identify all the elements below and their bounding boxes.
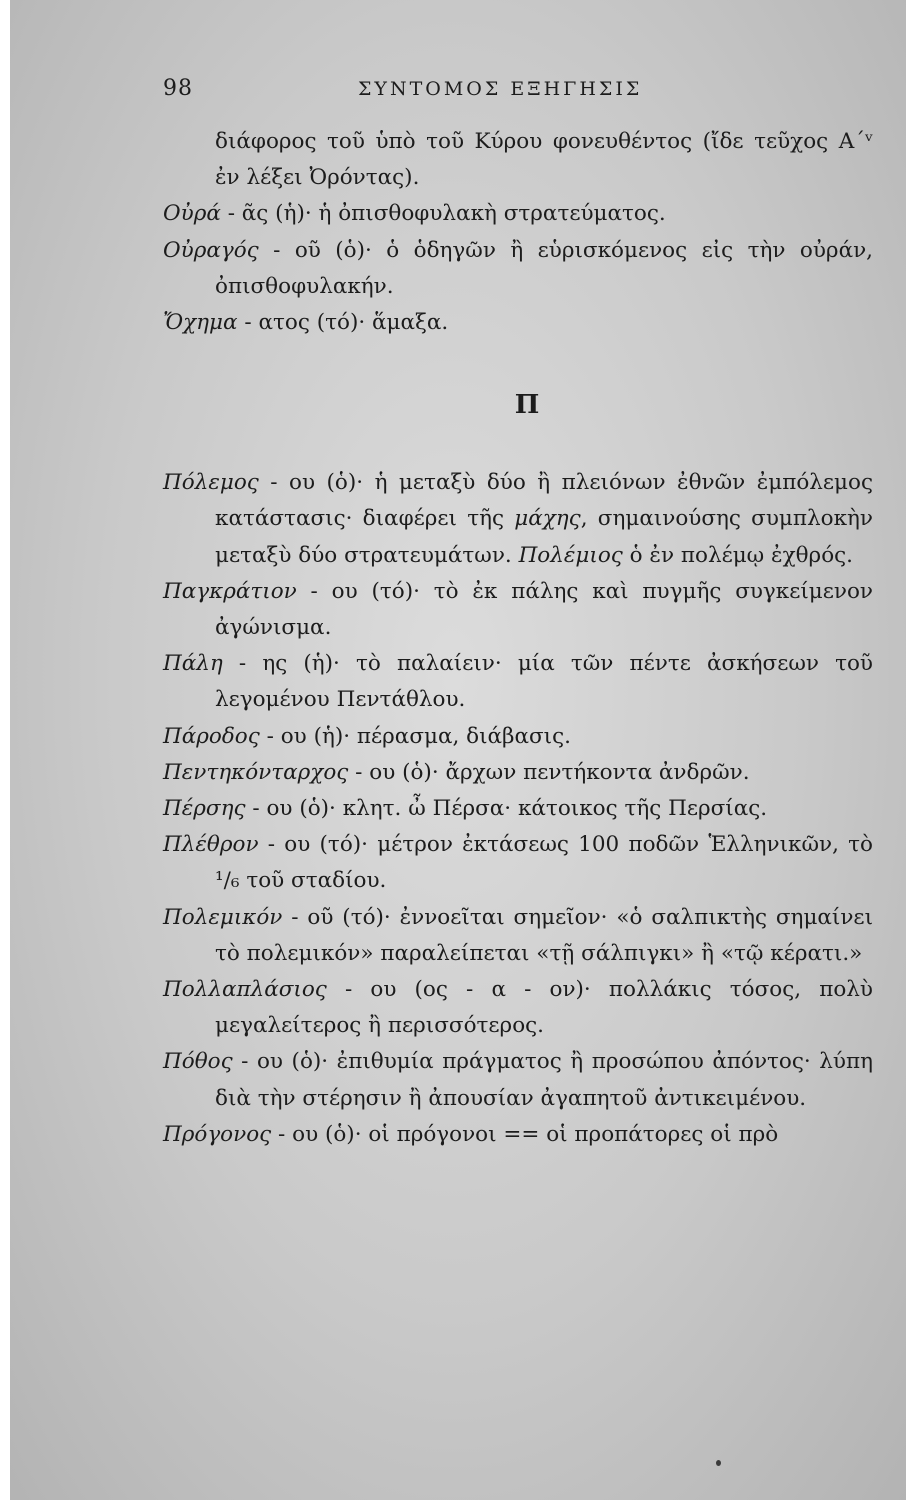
entry-definition: - ου (ὁ)· ἐπιθυμία πράγματος ἢ προσώπου ἀπόντος· λύπη διὰ τὴν στέρησιν ἢ ἀπουσίαν ἀγαπητοῦ ἀντικειμένου.: [215, 1049, 873, 1111]
glossary-entry: [163, 900, 873, 972]
italic-term: Πολέμιος: [518, 542, 623, 568]
glossary-entry: [163, 1044, 873, 1116]
entry-definition: - οῦ (τό)· ἐννοεῖται σημεῖον· «ὁ σαλπικτὴς σημαίνει τὸ πολεμικόν» παραλείπεται «τῇ σάλπιγκι» ἢ «τῷ κέρατι.»: [215, 904, 873, 966]
running-title: ΣΥΝΤΟΜΟΣ ΕΞΗΓΗΣΙΣ: [358, 78, 643, 100]
glossary-entry: [163, 465, 873, 574]
italic-term: μάχης: [514, 506, 581, 532]
section-letter: Π: [514, 390, 540, 421]
entry-definition: - ου (ὁ)· ἄρχων πεντήκοντα ἀνδρῶν.: [348, 759, 750, 785]
entry-definition: , σημαινούσης συμπλοκὴν μεταξὺ δύο στρατευμάτων.: [215, 506, 873, 568]
glossary-entry: [163, 972, 873, 1044]
page-edge: [0, 0, 10, 1500]
entry-headword: Πέρσης: [163, 796, 246, 822]
continued-entry-text: διάφορος τοῦ ὑπὸ τοῦ Κύρου φονευθέντος (ἴδε τεῦχος Α΄ᵛ ἐν λέξει Ὀρόντας).: [215, 129, 873, 191]
glossary-entry: [163, 196, 873, 232]
entry-headword: Πόλεμος: [163, 470, 259, 496]
entry-definition: - ου (ος - α - ον)· πολλάκις τόσος, πολὺ μεγαλείτερος ἢ περισσότερος.: [215, 977, 873, 1039]
glossary-entry: [163, 574, 873, 646]
glossary-entry: [163, 755, 873, 791]
entry-headword: Πολεμικόν: [163, 904, 283, 930]
entry-definition: - ου (ἡ)· πέρασμα, διάβασις.: [259, 723, 571, 749]
glossary-entry: [163, 646, 873, 718]
glossary-entry: [163, 233, 873, 305]
glossary-entry: [163, 791, 873, 827]
entry-headword: Οὐραγός: [163, 237, 259, 263]
entry-headword: Οὐρά: [163, 201, 221, 227]
entry-headword: Ὄχημα: [163, 310, 238, 336]
entry-definition: - ατος (τό)· ἅμαξα.: [237, 310, 449, 336]
running-head: [163, 76, 873, 106]
continued-entry: [163, 124, 873, 196]
entry-headword: Πρόγονος: [163, 1121, 272, 1147]
entry-definition: - ου (ὁ)· ἡ μεταξὺ δύο ἢ πλειόνων ἐθνῶν ἐμπόλεμος κατάστασις· διαφέρει τῆς: [215, 470, 873, 532]
entry-headword: Πολλαπλάσιος: [163, 977, 327, 1003]
glossary-entry: [163, 1117, 873, 1153]
entry-headword: Παγκράτιον: [163, 578, 297, 604]
entry-headword: Πεντηκόνταρχος: [163, 759, 349, 785]
entry-headword: Πόθος: [163, 1049, 233, 1075]
entry-definition: - οῦ (ὁ)· ὁ ὁδηγῶν ἢ εὑρισκόμενος εἰς τὴν οὐράν, ὀπισθοφυλακήν.: [215, 237, 873, 299]
entry-definition: - ου (τό)· μέτρον ἐκτάσεως 100 ποδῶν Ἑλληνικῶν, τὸ ¹/₆ τοῦ σταδίου.: [215, 832, 873, 894]
glossary-body: [163, 124, 873, 1153]
glossary-entry: [163, 827, 873, 899]
ink-speck: [716, 1460, 721, 1466]
page-number: 98: [163, 76, 193, 101]
entry-definition: - ης (ἡ)· τὸ παλαίειν· μία τῶν πέντε ἀσκήσεων τοῦ λεγομένου Πεντάθλου.: [215, 651, 873, 713]
entry-definition: - ᾶς (ἡ)· ἡ ὀπισθοφυλακὴ στρατεύματος.: [220, 201, 666, 227]
glossary-entry: [163, 305, 873, 341]
entry-headword: Πάλη: [163, 651, 223, 677]
entry-definition: - ου (ὁ)· οἱ πρόγονοι == οἱ προπάτορες οἱ πρὸ: [271, 1121, 779, 1147]
glossary-entry: [163, 719, 873, 755]
entry-headword: Πλέθρον: [163, 832, 259, 858]
entry-headword: Πάροδος: [163, 723, 260, 749]
entry-definition: - ου (ὁ)· κλητ. ὦ Πέρσα· κάτοικος τῆς Περσίας.: [245, 796, 768, 822]
entry-definition: - ου (τό)· τὸ ἐκ πάλης καὶ πυγμῆς συγκείμενον ἀγώνισμα.: [215, 578, 873, 641]
entry-definition: ὁ ἐν πολέμῳ ἐχθρός.: [622, 542, 854, 568]
